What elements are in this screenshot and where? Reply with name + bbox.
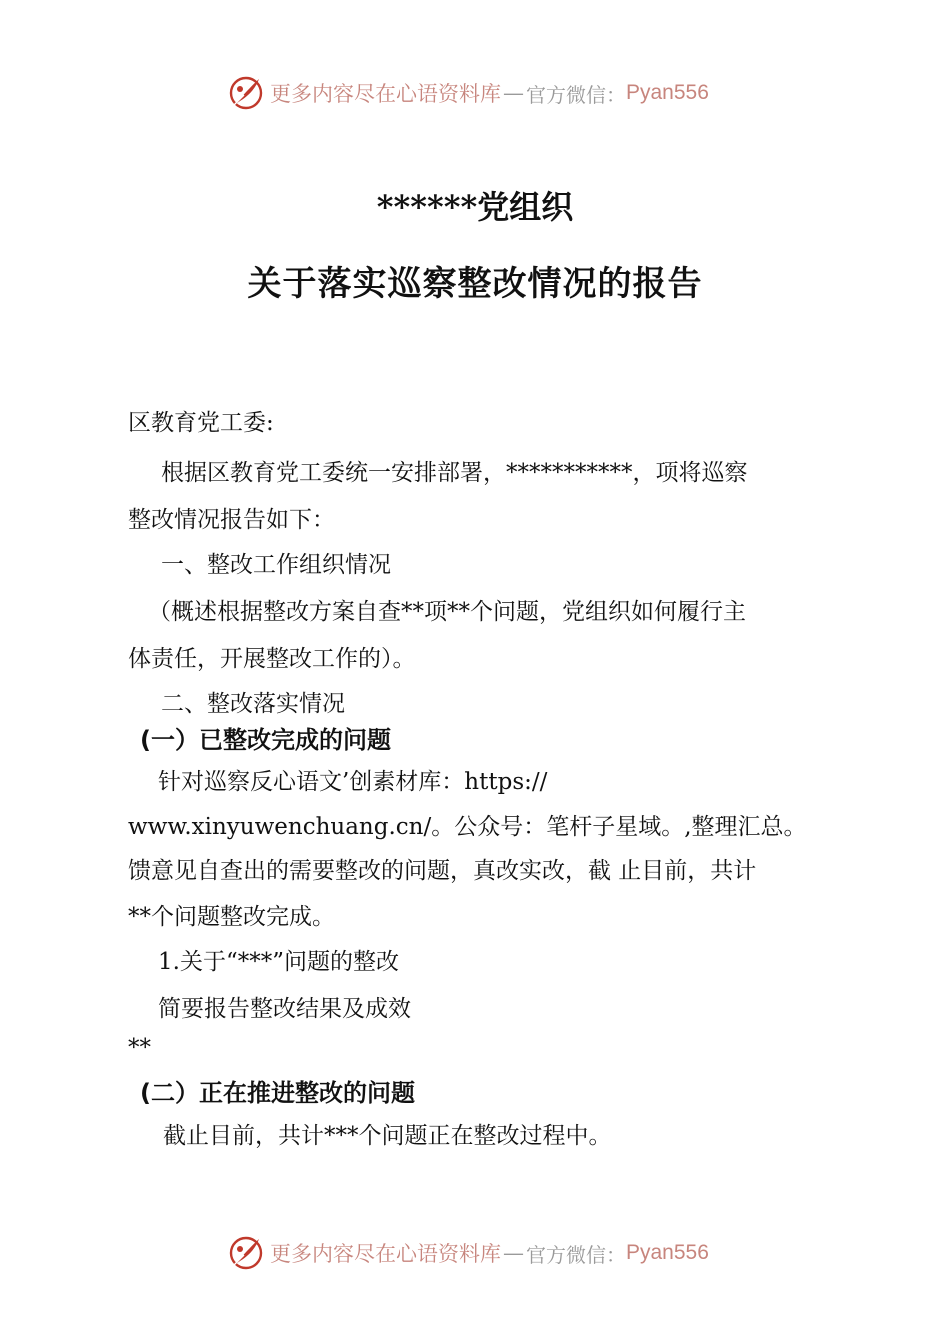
header-banner <box>228 73 788 113</box>
intro-paragraph-line1: 根据区教育党工委统一安排部署，***********，项将巡察 <box>161 460 748 486</box>
banner-wechat-label: 官方微信： <box>526 1242 626 1267</box>
subsection1-text-line1: 针对巡察反心语文’创素材库：https:// <box>158 769 548 795</box>
banner-dash: — <box>503 1241 524 1265</box>
subsection2-heading: (二）正在推进整改的问题 <box>140 1079 415 1107</box>
document-title-line1: ******党组织 <box>376 188 574 226</box>
banner-slogan: 更多内容尽在心语资料库 <box>270 82 501 106</box>
quill-pen-logo-icon <box>228 75 264 111</box>
intro-paragraph-line2: 整改情况报告如下： <box>128 507 335 533</box>
subsection2-text: 截止目前，共计***个问题正在整改过程中。 <box>163 1123 612 1149</box>
subsection1-text-line3: 馈意见自查出的需要整改的问题，真改实改，截 止目前，共计 <box>128 858 757 884</box>
item1-heading: 1.关于“***”问题的整改 <box>158 949 399 975</box>
item1-text: 简要报告整改结果及成效 <box>158 996 411 1022</box>
section1-text-line1: （概述根据整改方案自查**项**个问题，党组织如何履行主 <box>148 599 746 625</box>
footer-banner <box>228 1233 788 1273</box>
banner-wechat-id: Pyan556 <box>626 81 709 104</box>
quill-pen-logo-icon <box>228 1235 264 1271</box>
banner-wechat-label: 官方微信： <box>526 82 626 107</box>
banner-wechat-id: Pyan556 <box>626 1241 709 1264</box>
section2-heading: 二、整改落实情况 <box>161 691 345 717</box>
banner-slogan: 更多内容尽在心语资料库 <box>270 1242 501 1266</box>
subsection1-text-line4: **个问题整改完成。 <box>128 904 335 930</box>
document-title-line2: 关于落实巡察整改情况的报告 <box>247 264 703 304</box>
salutation: 区教育党工委: <box>128 410 274 436</box>
subsection1-heading: (一）已整改完成的问题 <box>140 726 391 754</box>
item1-note: ** <box>128 1035 151 1061</box>
section1-text-line2: 体责任，开展整改工作的）。 <box>128 646 416 672</box>
banner-dash: — <box>503 81 524 105</box>
subsection1-text-line2: www.xinyuwenchuang.cn/。公众号：笔杆子星域。,整理汇总。 <box>128 814 807 840</box>
section1-heading: 一、整改工作组织情况 <box>161 552 391 578</box>
